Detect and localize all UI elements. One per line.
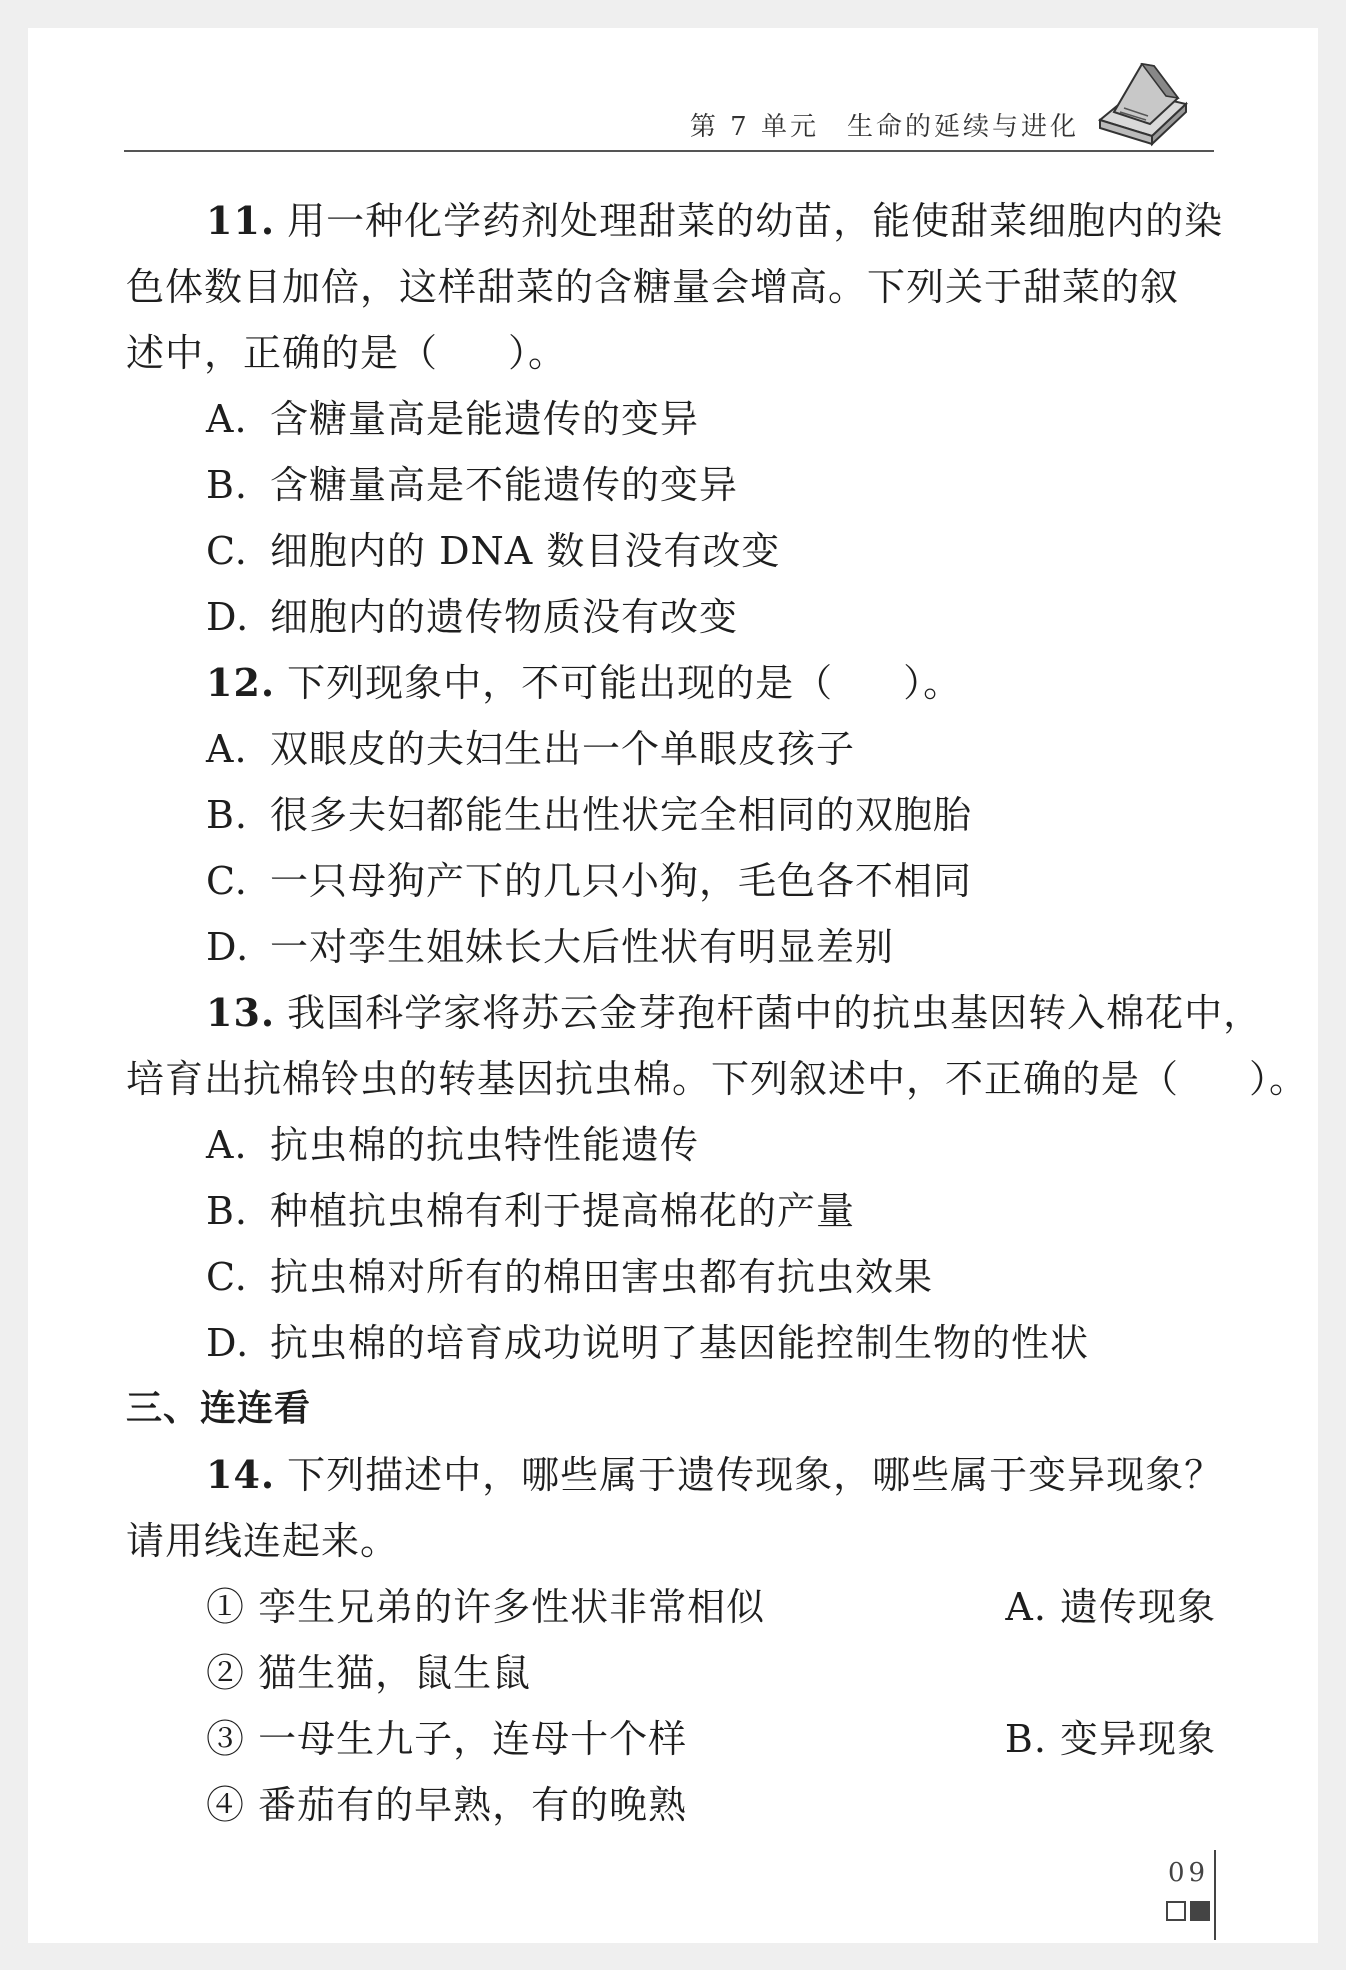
q13-number: 13.	[206, 990, 276, 1035]
unit-title: 生命的延续与进化	[846, 112, 1079, 142]
page-number: 09	[1168, 1858, 1210, 1888]
option-text: 抗虫棉的培育成功说明了基因能控制生物的性状	[270, 1321, 1090, 1365]
content	[126, 188, 1309, 1838]
option-letter: B.	[206, 463, 249, 507]
q11-option-d	[126, 584, 1216, 650]
match-left-item[interactable]: ① 孪生兄弟的许多性状非常相似	[206, 1585, 766, 1629]
option-text: 抗虫棉对所有的棉田害虫都有抗虫效果	[270, 1255, 934, 1299]
q11-line2: 色体数目加倍，这样甜菜的含糖量会增高。下列关于甜菜的叙	[126, 265, 1180, 309]
option-text: 细胞内的遗传物质没有改变	[270, 595, 739, 639]
option-text: 含糖量高是能遗传的变异	[270, 397, 700, 441]
option-text: 双眼皮的夫妇生出一个单眼皮孩子	[270, 727, 856, 771]
q12-option-d	[126, 914, 1216, 980]
option-letter: C.	[206, 1255, 248, 1299]
q13-option-d	[126, 1310, 1216, 1376]
q12-option-a	[126, 716, 1216, 782]
option-text: 一对孪生姐妹长大后性状有明显差别	[270, 925, 895, 969]
option-letter: D.	[206, 925, 250, 969]
q12-option-b	[126, 782, 1216, 848]
option-text: 很多夫妇都能生出性状完全相同的双胞胎	[270, 793, 973, 837]
q11-option-a	[126, 386, 1216, 452]
match-row-3	[126, 1706, 1216, 1772]
q13-end: ）。	[1249, 1057, 1309, 1101]
q14-number: 14.	[206, 1452, 276, 1497]
unit-label: 第 7 单元	[689, 112, 819, 142]
q12-number: 12.	[206, 660, 276, 705]
q13-line1	[126, 980, 1263, 1046]
empty-square-icon	[1166, 1901, 1186, 1921]
q11-option-b	[126, 452, 1216, 518]
q14-line2: 请用线连起来。	[126, 1519, 400, 1563]
q11-line3	[126, 320, 1216, 386]
option-text: 抗虫棉的抗虫特性能遗传	[270, 1123, 700, 1167]
option-text: 一只母狗产下的几只小狗，毛色各不相同	[270, 859, 973, 903]
option-text: 细胞内的 DNA 数目没有改变	[270, 529, 781, 573]
option-letter: C.	[206, 529, 248, 573]
q11-option-c	[126, 518, 1216, 584]
q11-number: 11.	[206, 198, 276, 243]
q13-line2	[126, 1046, 1309, 1112]
footer-divider	[1214, 1850, 1216, 1940]
option-letter: D.	[206, 1321, 250, 1365]
q11-text-3: 述中，正确的是（	[126, 331, 439, 375]
option-letter: B.	[206, 1189, 249, 1233]
option-letter: C.	[206, 859, 248, 903]
match-right-item[interactable]: B. 变异现象	[1004, 1717, 1216, 1761]
match-row-4	[126, 1772, 1216, 1838]
option-letter: D.	[206, 595, 250, 639]
q12-text: 下列现象中，不可能出现的是（	[287, 661, 834, 705]
match-left-item[interactable]: ③ 一母生九子，连母十个样	[206, 1717, 688, 1761]
q13-text-1: 我国科学家将苏云金芽孢杆菌中的抗虫基因转入棉花中，	[287, 991, 1263, 1035]
match-left-item[interactable]: ② 猫生猫，鼠生鼠	[206, 1651, 532, 1695]
option-letter: A.	[206, 397, 248, 441]
q12-line1	[126, 650, 1216, 716]
match-row-2	[126, 1640, 1216, 1706]
q12-option-c	[126, 848, 1216, 914]
match-left-item[interactable]: ④ 番茄有的早熟，有的晚熟	[206, 1783, 688, 1827]
book-icon	[1094, 58, 1190, 148]
q13-option-b	[126, 1178, 1216, 1244]
match-right-item[interactable]: A. 遗传现象	[1005, 1585, 1216, 1629]
match-row-1	[126, 1574, 1216, 1640]
q14-text-1: 下列描述中，哪些属于遗传现象，哪些属于变异现象？	[287, 1453, 1224, 1497]
option-text: 含糖量高是不能遗传的变异	[270, 463, 739, 507]
option-letter: B.	[206, 793, 249, 837]
q11-line1	[126, 188, 1224, 254]
q14-line1	[126, 1442, 1224, 1508]
section-title: 三、连连看	[126, 1388, 312, 1429]
header-text	[690, 106, 1079, 143]
q13-option-c	[126, 1244, 1216, 1310]
q11-end: ）。	[508, 331, 568, 375]
q11-text-1: 用一种化学药剂处理甜菜的幼苗，能使甜菜细胞内的染	[287, 199, 1224, 243]
page	[28, 28, 1318, 1943]
option-text: 种植抗虫棉有利于提高棉花的产量	[270, 1189, 856, 1233]
filled-square-icon	[1190, 1901, 1210, 1921]
q13-option-a	[126, 1112, 1216, 1178]
option-letter: A.	[206, 727, 248, 771]
q13-text-2: 培育出抗棉铃虫的转基因抗虫棉。下列叙述中，不正确的是（	[126, 1057, 1180, 1101]
page-header	[124, 100, 1214, 152]
option-letter: A.	[206, 1123, 248, 1167]
q12-end: ）。	[903, 661, 963, 705]
